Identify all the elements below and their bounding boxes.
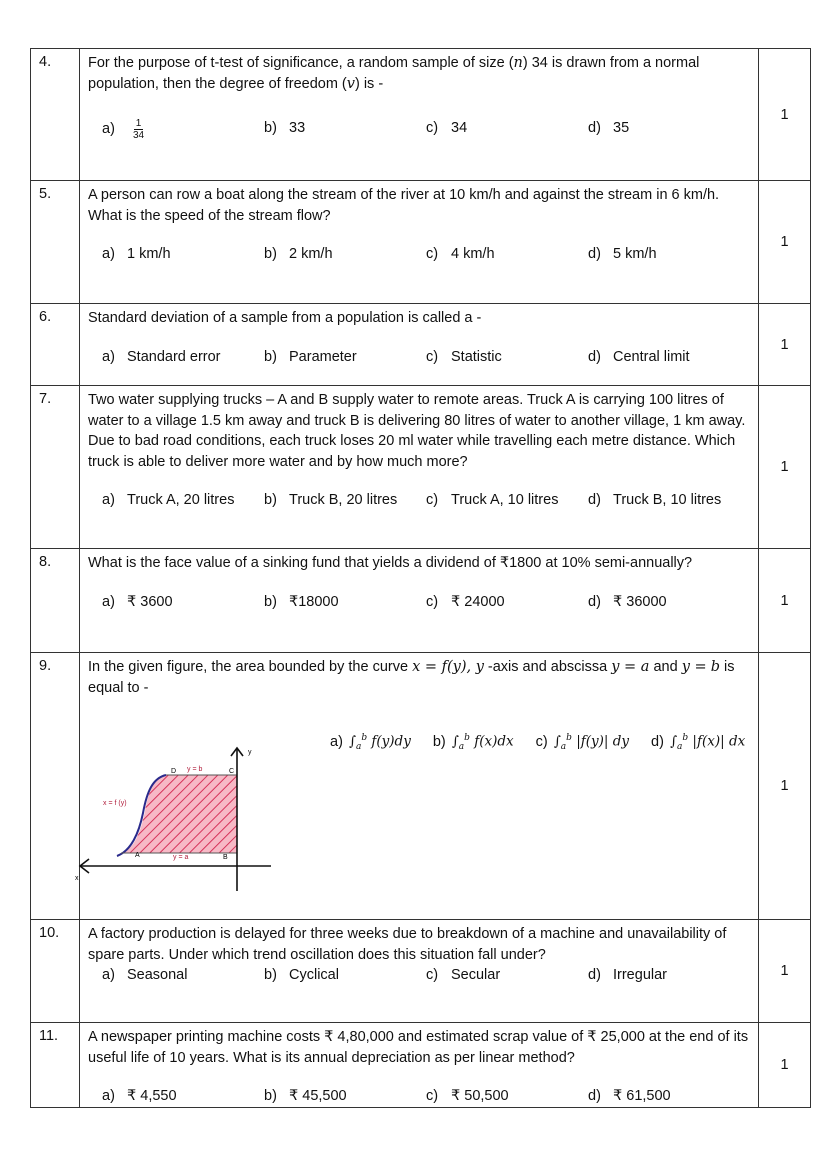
question-row-8	[31, 549, 811, 653]
option-d[interactable]: d) 35	[588, 120, 630, 136]
y-axis-label: y	[248, 749, 252, 756]
point-d-label: D	[171, 768, 177, 775]
point-a-label: A	[135, 852, 140, 859]
question-row-9	[31, 653, 811, 920]
question-text: A factory production is delayed for three weeks due to breakdown of a machine and unavailability of spare parts. Under which trend oscillation does this situation fall under?	[88, 926, 727, 963]
options	[88, 490, 750, 511]
question-row-4	[31, 49, 811, 181]
question-number: 11.	[31, 1023, 80, 1108]
option-c[interactable]: c) $\int_a^b$ |f(y)| dy	[535, 733, 630, 753]
option-d[interactable]: d) ₹ 61,500	[588, 1088, 671, 1104]
option-c[interactable]: c) Truck A, 10 litres	[426, 492, 559, 508]
option-a[interactable]: a) ₹ 3600	[102, 593, 173, 610]
question-table	[30, 48, 811, 1108]
point-c-label: C	[229, 768, 235, 775]
option-a[interactable]: a) Truck A, 20 litres	[102, 492, 235, 508]
option-c[interactable]: c) ₹ 50,500	[426, 1088, 509, 1104]
options	[88, 1086, 750, 1107]
question-number: 6.	[31, 304, 80, 386]
option-b[interactable]: b) $\int_a^b$ f(x)dx	[432, 733, 514, 753]
options	[88, 244, 750, 265]
marks: 1	[759, 304, 811, 386]
shaded-region-hatch	[123, 775, 237, 853]
question-number: 9.	[31, 653, 80, 920]
question-number: 4.	[31, 49, 80, 181]
marks: 1	[759, 181, 811, 304]
question-text: Standard deviation of a sample from a population is called a -	[88, 310, 482, 326]
fraction: $\frac{1}{34}$	[133, 118, 145, 141]
marks: 1	[759, 549, 811, 653]
option-a[interactable]: a) Standard error	[102, 348, 221, 365]
area-under-curve-figure	[73, 741, 278, 891]
marks: 1	[759, 49, 811, 181]
option-b[interactable]: b) 2 km/h	[264, 246, 333, 262]
question-text: A person can row a boat along the stream of the river at 10 km/h and against the stream in 6 km/h. What is the speed of the stream flow?	[88, 187, 720, 224]
question-text: For the purpose of t-test of significance, a random sample of size (n) 34 is drawn from a normal population, then the degree of freedom (v) is -	[88, 55, 700, 92]
option-d[interactable]: d) Central limit	[588, 348, 690, 365]
option-d[interactable]: d) $\int_a^b$ |f(x)| dx	[651, 733, 746, 753]
option-c[interactable]: c) 4 km/h	[426, 246, 495, 262]
option-c[interactable]: c) ₹ 24000	[426, 593, 505, 610]
option-a[interactable]: a) ₹ 4,550	[102, 1088, 177, 1104]
option-c[interactable]: c) Statistic	[426, 348, 502, 365]
integral-options	[330, 728, 767, 758]
question-number: 8.	[31, 549, 80, 653]
marks: 1	[759, 920, 811, 1023]
marks: 1	[759, 386, 811, 549]
question-number: 5.	[31, 181, 80, 304]
marks: 1	[759, 1023, 811, 1108]
point-b-label: B	[223, 854, 228, 861]
curve-label: x = f (y)	[103, 800, 127, 807]
question-text: In the given figure, the area bounded by the curve x = f(y), y -axis and abscissa y = a and y = b is equal to -	[88, 659, 735, 696]
question-number: 7.	[31, 386, 80, 549]
marks: 1	[759, 653, 811, 920]
option-a[interactable]: a) Seasonal	[102, 967, 188, 983]
option-b[interactable]: b) Parameter	[264, 348, 357, 365]
option-b[interactable]: b) Cyclical	[264, 967, 339, 983]
question-text: What is the face value of a sinking fund that yields a dividend of ₹1800 at 10% semi-annually?	[88, 555, 693, 571]
question-row-10	[31, 920, 811, 1023]
question-text: A newspaper printing machine costs ₹ 4,80,000 and estimated scrap value of ₹ 25,000 at the end of its useful life of 10 years. What is its annual depreciation as per linear method?	[88, 1029, 749, 1066]
option-d[interactable]: d) Irregular	[588, 967, 667, 983]
option-b[interactable]: b) 33	[264, 120, 306, 136]
option-b[interactable]: b) Truck B, 20 litres	[264, 492, 398, 508]
question-row-7	[31, 386, 811, 549]
bottom-line-label: y = a	[173, 854, 189, 861]
option-b[interactable]: b) ₹ 45,500	[264, 1088, 347, 1104]
question-text: Two water supplying trucks – A and B supply water to remote areas. Truck A is carrying 100 litres of water to a village 1.5 km away and truck B is delivering 80 litres of water to another village, 1 km away. Due to bad road conditions, each truck loses 20 ml water while travelling each metre distance. Which truck is able to deliver more water and by how much more?	[88, 392, 746, 470]
option-a[interactable]: a) 1 km/h	[102, 246, 171, 262]
options	[88, 118, 750, 141]
question-row-6	[31, 304, 811, 386]
option-a[interactable]: a) $\int_a^b$ f(y)dy	[330, 733, 411, 753]
question-row-5	[31, 181, 811, 304]
option-d[interactable]: d) ₹ 36000	[588, 593, 667, 610]
x-axis-label: x	[75, 875, 79, 882]
option-c[interactable]: c) 34	[426, 120, 468, 136]
option-c[interactable]: c) Secular	[426, 967, 501, 983]
question-number: 10.	[31, 920, 80, 1023]
options	[88, 592, 750, 613]
question-row-11	[31, 1023, 811, 1108]
options	[88, 965, 750, 986]
option-b[interactable]: b) ₹18000	[264, 593, 339, 610]
option-d[interactable]: d) 5 km/h	[588, 246, 657, 262]
top-line-label: y = b	[187, 766, 203, 773]
options	[88, 347, 750, 368]
option-d[interactable]: d) Truck B, 10 litres	[588, 492, 722, 508]
option-a[interactable]: a) $\frac{1}{34}$	[102, 118, 145, 141]
